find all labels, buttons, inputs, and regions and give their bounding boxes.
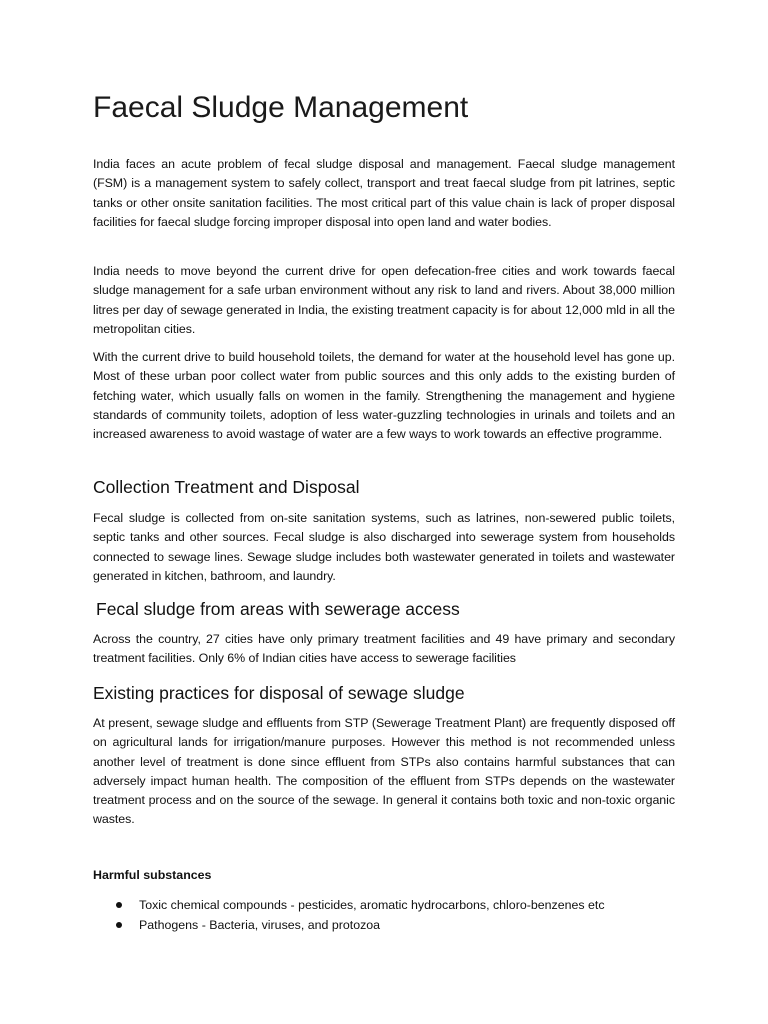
list-item-text: Toxic chemical compounds - pesticides, aromatic hydrocarbons, chloro-benzenes etc xyxy=(139,898,605,912)
bullet-icon xyxy=(116,902,122,908)
paragraph-collection: Fecal sludge is collected from on-site sanitation systems, such as latrines, non-sewered public toilets, septic tanks and other sources. Fecal sludge is also discharged into sewerage system from households connected to sewage lines. Sewage sludge includes both wastewater generated in toilets and wastewater generated in kitchen, bathroom, and laundry. xyxy=(93,511,675,583)
harmful-substances-list xyxy=(93,895,675,935)
paragraph-disposal-practices: At present, sewage sludge and effluents from STP (Sewerage Treatment Plant) are frequently disposed off on agricultural lands for irrigation/manure purposes. However this method is not recommended unless another level of treatment is done since effluent from STPs also contains harmful substances that can adversely impact human health. The composition of the effluent from STPs depends on the wastewater treatment process and on the source of the sewage. In general it contains both toxic and non-toxic organic wastes. xyxy=(93,716,675,827)
harmful-substances-label: Harmful substances xyxy=(93,868,212,882)
list-item xyxy=(93,915,675,935)
bullet-icon xyxy=(116,922,122,928)
heading-disposal-practices: Existing practices for disposal of sewage sludge xyxy=(93,683,465,703)
heading-collection-treatment: Collection Treatment and Disposal xyxy=(93,477,360,497)
paragraph-fsm-intro: India faces an acute problem of fecal sludge disposal and management. Faecal sludge management (FSM) is a management system to safely collect, transport and treat faecal sludge from pit latrines, septic tanks or other onsite sanitation facilities. The most critical part of this value chain is lack of proper disposal facilities for faecal sludge forcing improper disposal into open land and water bodies. xyxy=(93,157,675,229)
list-item-text: Pathogens - Bacteria, viruses, and protozoa xyxy=(139,918,381,932)
paragraph-sewerage-access: Across the country, 27 cities have only primary treatment facilities and 49 have primary and secondary treatment facilities. Only 6% of Indian cities have access to sewerage facilities xyxy=(93,632,675,666)
paragraph-household-toilets: With the current drive to build household toilets, the demand for water at the household level has gone up. Most of these urban poor collect water from public sources and this only adds to the existing burden of fetching water, which usually falls on women in the family. Strengthening the management and hygiene standards of community toilets, adoption of less water-guzzling technologies in urinals and toilets and an increased awareness to avoid wastage of water are a few ways to work towards an effective programme. xyxy=(93,350,675,442)
paragraph-beyond-odf: India needs to move beyond the current drive for open defecation-free cities and work towards faecal sludge management for a safe urban environment without any risk to land and rivers. About 38,000 million litres per day of sewage generated in India, the existing treatment capacity is for about 12,000 mld in all the metropolitan cities. xyxy=(93,264,675,336)
list-item xyxy=(93,895,675,915)
document-title: Faecal Sludge Management xyxy=(93,91,469,124)
heading-sewerage-access: Fecal sludge from areas with sewerage access xyxy=(96,599,460,619)
